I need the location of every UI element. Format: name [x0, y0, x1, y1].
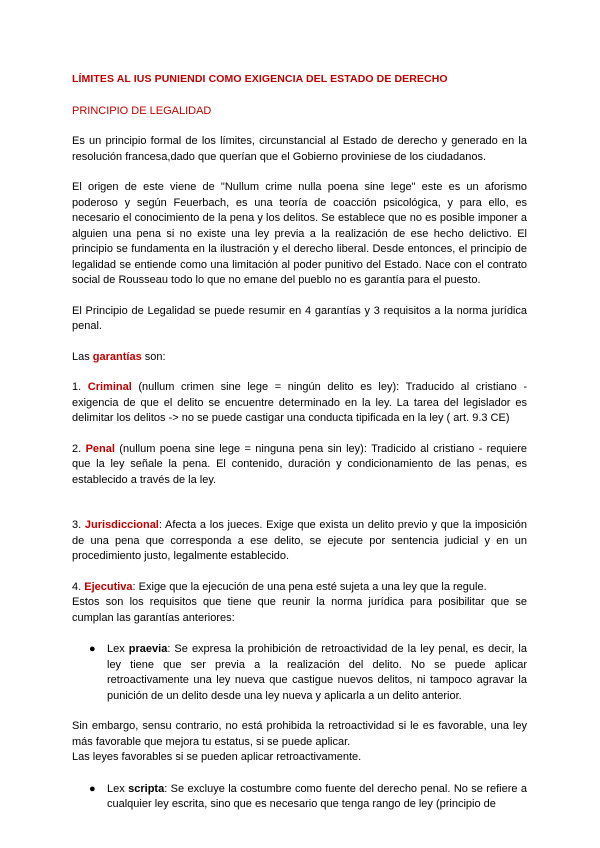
document-content	[72, 72, 527, 813]
garantia-ejecutiva: 4. Ejecutiva: Exige que la ejecución de una pena esté sujeta a una ley que la regule.	[72, 580, 487, 593]
section-heading: PRINCIPIO DE LEGALIDAD	[72, 104, 212, 117]
list-item-praevia	[72, 642, 527, 704]
garantia-jurisdiccional: 3. Jurisdiccional: Afecta a los jueces. Exige que exista un delito previo y que la imposición de una pena que corresponda a ese delito, se ejecute por sentencia judicial y en un procedimiento justo, legalmente establecido.	[72, 519, 527, 562]
document-title: LÍMITES AL IUS PUNIENDI COMO EXIGENCIA DEL ESTADO DE DERECHO	[72, 73, 448, 85]
paragraph-leyes-favorables: Las leyes favorables si se pueden aplicar retroactivamente.	[72, 751, 362, 763]
paragraph-intro: Es un principio formal de los límites, circunstancial al Estado de derecho y generado en la resolución francesa,dado que querían que el Gobierno proviniese de los ciudadanos.	[72, 135, 527, 163]
paragraph-summary: El Principio de Legalidad se puede resumir en 4 garantías y 3 requisitos a la norma jurídica penal.	[72, 304, 527, 332]
requisito-praevia: Lex praevia: Se expresa la prohibición de retroactividad de la ley penal, es decir, la ley tiene que ser previa a la realización del delito. No se puede aplicar retroactivamente una ley nueva que castigue nuevos delitos, ni tampoco agravar la punición de un delito desde una ley nueva y aplicarla a un delito anterior.	[107, 643, 527, 702]
paragraph-sin-embargo: Sin embargo, sensu contrario, no está prohibida la retroactividad si le es favorable, una ley más favorable que mejora tu estatus, si se puede aplicar.	[72, 720, 527, 748]
garantia-criminal: 1. Criminal (nullum crimen sine lege = ningún delito es ley): Traducido al cristiano - exigencia de que el delito se encuentre determinado en la ley. La tarea del legislador es delimitar los delitos -> no se puede castigar una conducta tipificada en la ley ( art. 9.3 CE)	[72, 381, 528, 424]
bullet-icon: ●	[89, 643, 96, 655]
garantia-penal: 2. Penal (nullum poena sine lege = ninguna pena sin ley): Tradicido al cristiano - requiere que la ley señale la pena. El contenido, duración y condicionamiento de las penas, es establecido a través de la ley.	[72, 442, 527, 486]
list-item-scripta	[72, 782, 527, 813]
requisito-scripta: Lex scripta: Se excluye la costumbre como fuente del derecho penal. No se refiere a cualquier ley escrita, sino que es necesario que tenga rango de ley (principio de	[107, 782, 527, 810]
garantias-intro: Las garantías son:	[72, 350, 166, 363]
requisitos-intro: Estos son los requisitos que tiene que reunir la norma jurídica para posibilitar que se cumplan las garantías anteriores:	[72, 596, 527, 624]
bullet-icon: ●	[89, 782, 96, 795]
paragraph-origin: El origen de este viene de "Nullum crime nulla poena sine lege" este es un aforismo poderoso y según Feuerbach, es una teoría de coacción psicológica, y para ello, es necesario el conocimiento de la pena y los delitos. Se establece que no es posible imponer a alguien una pena si no existe una ley previa a la realización de ese hecho delictivo. El principio se fundamenta en la ilustración y el derecho liberal. Desde entonces, el principio de legalidad se entiende como una limitación al poder punitivo del Estado. Nace con el contrato social de Rousseau todo lo que no emane del pueblo no es garantía para el puesto.	[72, 181, 527, 286]
